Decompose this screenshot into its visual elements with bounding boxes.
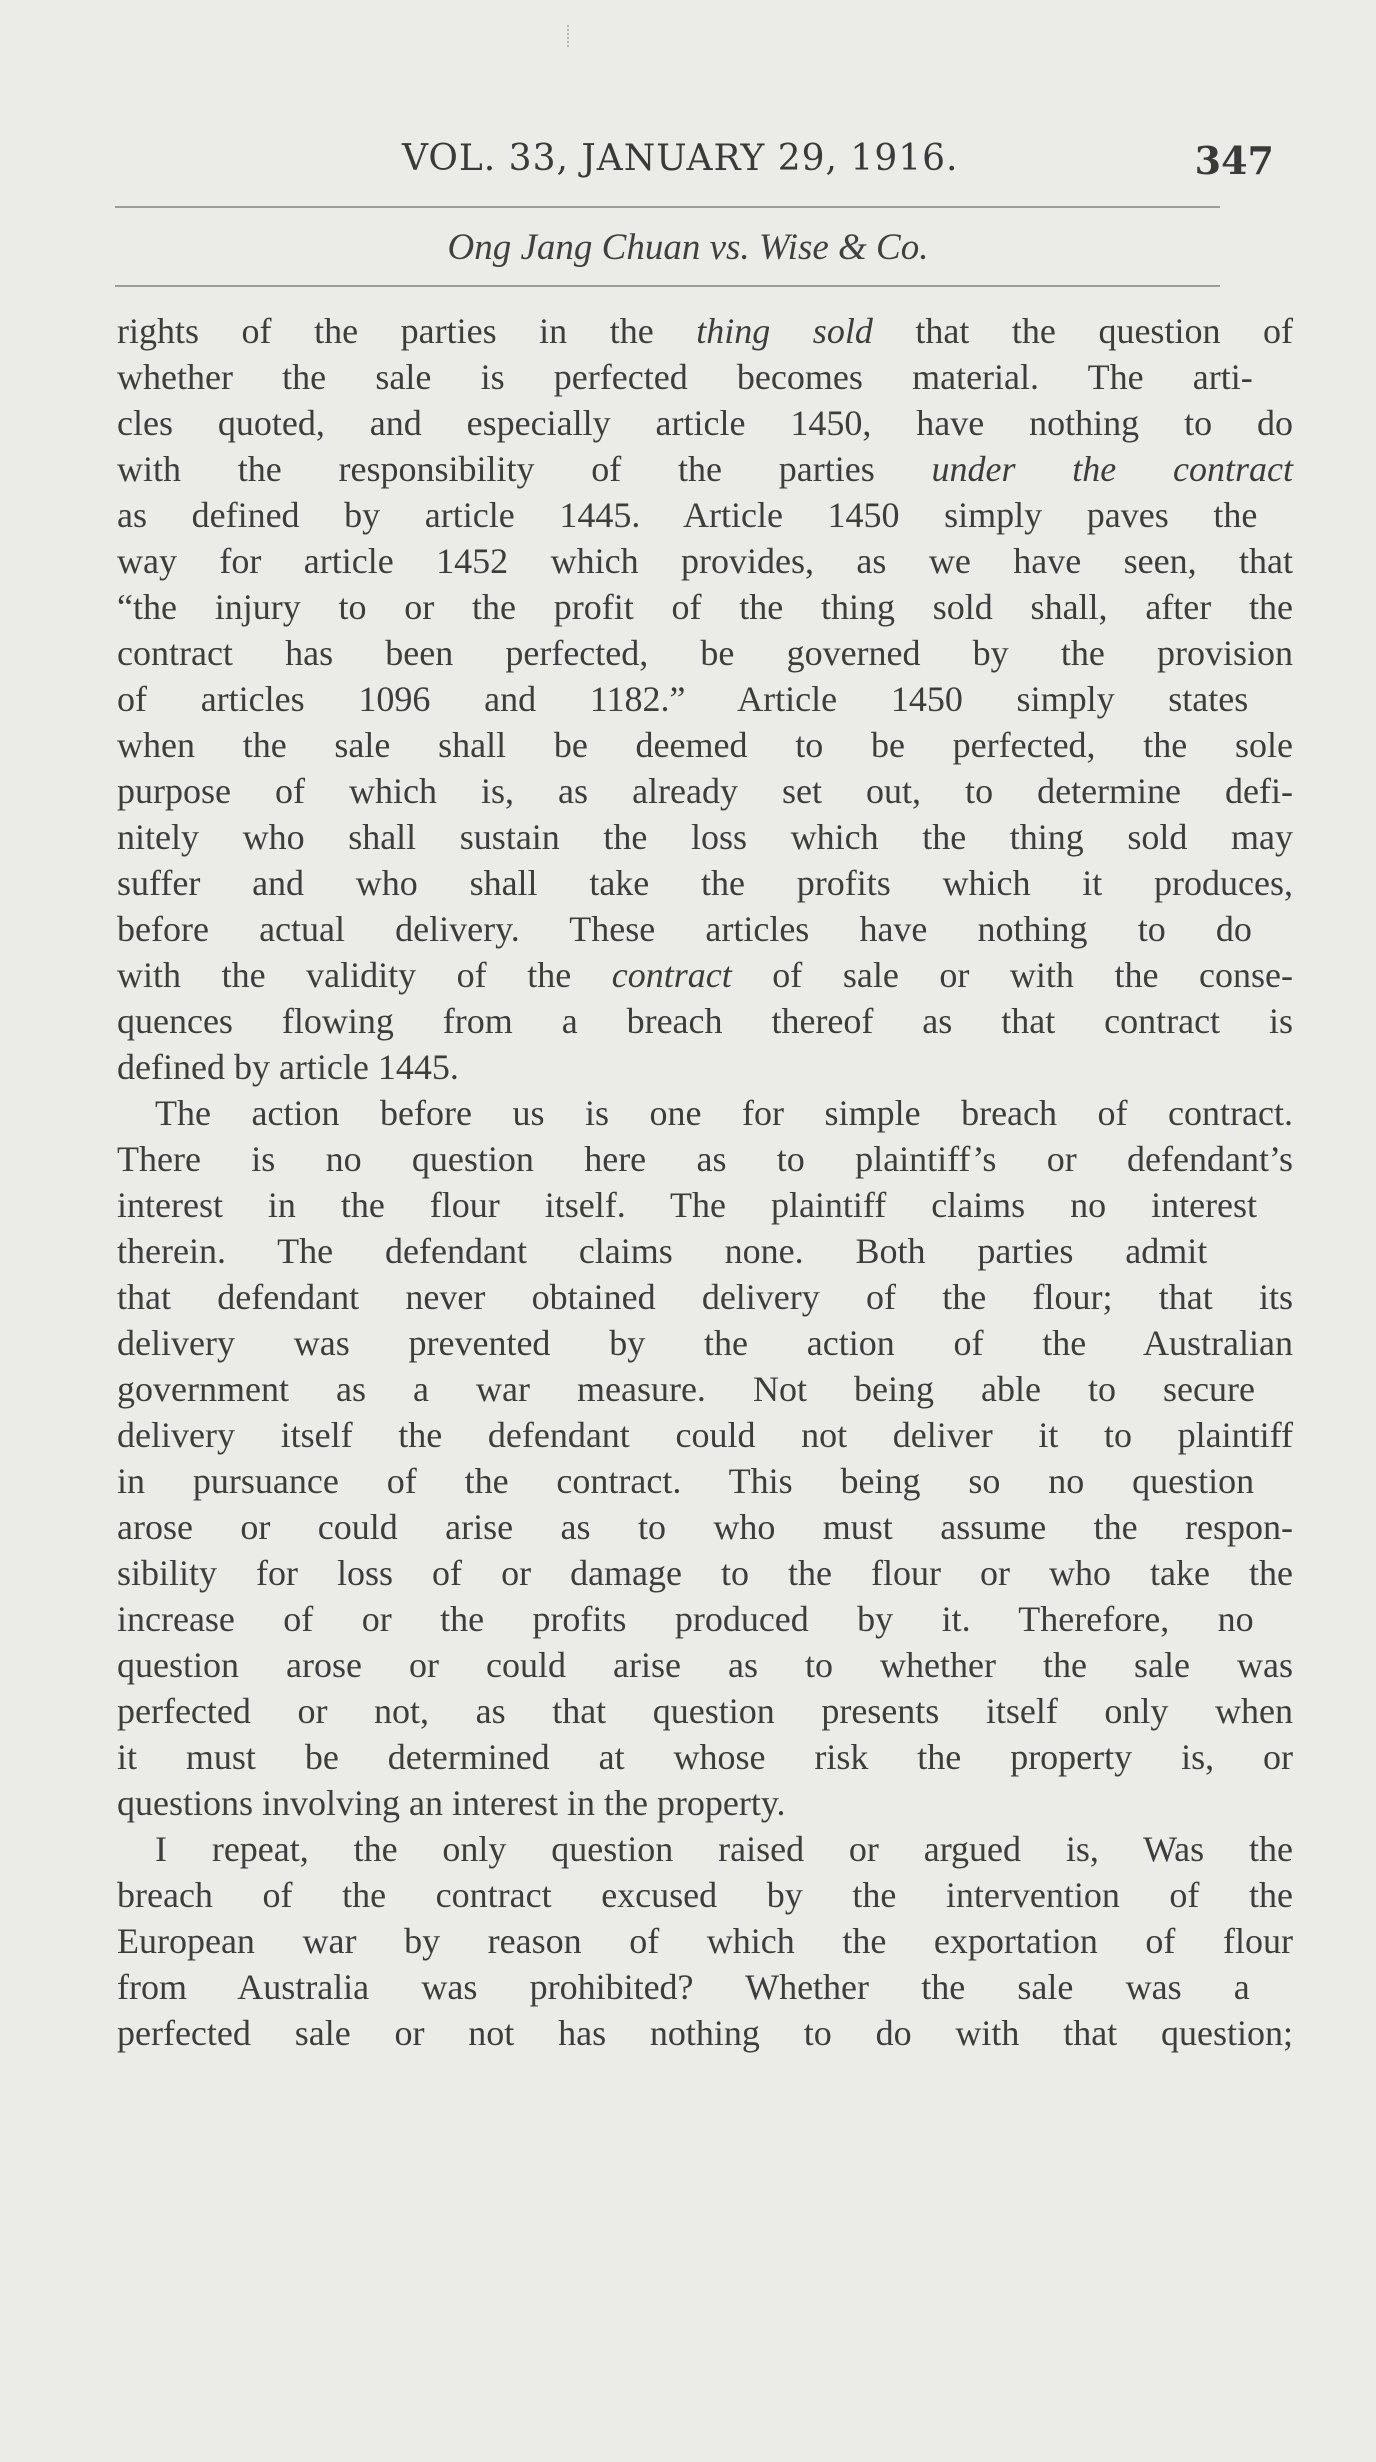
text-run: with the validity of the [117, 955, 612, 995]
text-line [117, 1458, 1254, 1504]
text-run: “the injury to or the profit of the thing sold shall, after the [117, 587, 1293, 627]
text-run: in pursuance of the contract. This being so no question [117, 1461, 1255, 1501]
text-line [117, 1918, 1293, 1964]
text-line [117, 722, 1293, 768]
text-run: before actual delivery. These articles have nothing to do [117, 909, 1252, 949]
text-run: as defined by article 1445. Article 1450 simply paves the [117, 495, 1258, 535]
text-run: arose or could arise as to who must assume the respon- [117, 1507, 1293, 1547]
text-run: perfected or not, as that question presents itself only when [117, 1691, 1293, 1731]
text-run: whether the sale is perfected becomes material. The arti- [117, 357, 1253, 397]
text-run: therein. The defendant claims none. Both parties admit [117, 1231, 1208, 1271]
text-run: nitely who shall sustain the loss which the thing sold may [117, 817, 1293, 857]
text-line [117, 1504, 1293, 1550]
italic-phrase: under the contract [931, 449, 1293, 489]
text-line [117, 1688, 1293, 1734]
text-line [117, 1274, 1293, 1320]
text-line [117, 952, 1293, 998]
text-run: sibility for loss of or damage to the flour or who take the [117, 1553, 1293, 1593]
text-line [117, 538, 1293, 584]
italic-phrase: contract [611, 955, 732, 995]
text-line [117, 1182, 1257, 1228]
text-line [117, 860, 1293, 906]
page-number: 347 [1194, 138, 1274, 183]
text-line [117, 1642, 1293, 1688]
text-line [117, 308, 1293, 354]
text-run: perfected sale or not has nothing to do with that question; [117, 2013, 1293, 2053]
text-run: defined by article 1445. [117, 1047, 459, 1087]
text-line [117, 630, 1293, 676]
text-run: rights of the parties in the [117, 311, 697, 351]
text-run: from Australia was prohibited? Whether the sale was a [117, 1967, 1250, 2007]
running-title: VOL. 33, JANUARY 29, 1916. [402, 138, 959, 179]
text-line [117, 2010, 1293, 2056]
text-run: that the question of [872, 311, 1293, 351]
text-line [117, 1734, 1293, 1780]
text-run: way for article 1452 which provides, as we have seen, that [117, 541, 1293, 581]
text-line [117, 676, 1248, 722]
text-run: cles quoted, and especially article 1450, have nothing to do [117, 403, 1293, 443]
text-line [117, 1412, 1293, 1458]
italic-phrase: thing sold [696, 311, 873, 351]
text-run: There is no question here as to plaintiff’s or defendant’s [117, 1139, 1293, 1179]
text-line [117, 354, 1253, 400]
text-run: delivery itself the defendant could not deliver it to plaintiff [117, 1415, 1293, 1455]
text-line [117, 584, 1293, 630]
text-run: European war by reason of which the exportation of flour [117, 1921, 1293, 1961]
text-line [117, 1872, 1293, 1918]
text-run: it must be determined at whose risk the property is, or [117, 1737, 1293, 1777]
text-run: contract has been perfected, be governed by the provision [117, 633, 1293, 673]
text-line [117, 998, 1293, 1044]
text-run: delivery was prevented by the action of the Australian [117, 1323, 1293, 1363]
scan-artifact [567, 25, 571, 47]
text-run: interest in the flour itself. The plaintiff claims no interest [117, 1185, 1258, 1225]
text-run: purpose of which is, as already set out, to determine defi- [117, 771, 1293, 811]
text-run: questions involving an interest in the property. [117, 1783, 786, 1823]
header-rule-bottom [115, 285, 1220, 287]
text-run: I repeat, the only question raised or argued is, Was the [155, 1829, 1293, 1869]
text-run: of articles 1096 and 1182.” Article 1450 simply states [117, 679, 1249, 719]
text-line [155, 1090, 1293, 1136]
text-line [117, 1550, 1293, 1596]
text-line [117, 906, 1252, 952]
text-run: that defendant never obtained delivery of the flour; that its [117, 1277, 1293, 1317]
text-run: of sale or with the conse- [731, 955, 1293, 995]
text-line [117, 814, 1293, 860]
text-line [117, 1780, 786, 1826]
text-run: question arose or could arise as to whether the sale was [117, 1645, 1293, 1685]
case-title: Ong Jang Chuan vs. Wise & Co. [447, 227, 929, 268]
text-line [117, 446, 1293, 492]
text-line [117, 1596, 1254, 1642]
running-header [112, 138, 1284, 194]
text-run: government as a war measure. Not being able to secure [117, 1369, 1255, 1409]
text-run: when the sale shall be deemed to be perfected, the sole [117, 725, 1293, 765]
text-run: breach of the contract excused by the intervention of the [117, 1875, 1293, 1915]
text-run: The action before us is one for simple breach of contract. [155, 1093, 1293, 1133]
text-run: quences flowing from a breach thereof as that contract is [117, 1001, 1293, 1041]
text-line [117, 1228, 1207, 1274]
text-line [117, 1320, 1293, 1366]
text-run: with the responsibility of the parties [117, 449, 932, 489]
header-rule-top [115, 206, 1220, 208]
text-line [117, 400, 1293, 446]
text-line [117, 1366, 1255, 1412]
text-line [155, 1826, 1293, 1872]
text-line [117, 768, 1293, 814]
text-line [117, 1136, 1293, 1182]
text-run: suffer and who shall take the profits which it produces, [117, 863, 1293, 903]
text-line [117, 492, 1257, 538]
text-line [117, 1964, 1250, 2010]
text-run: increase of or the profits produced by it. Therefore, no [117, 1599, 1254, 1639]
text-line [117, 1044, 459, 1090]
